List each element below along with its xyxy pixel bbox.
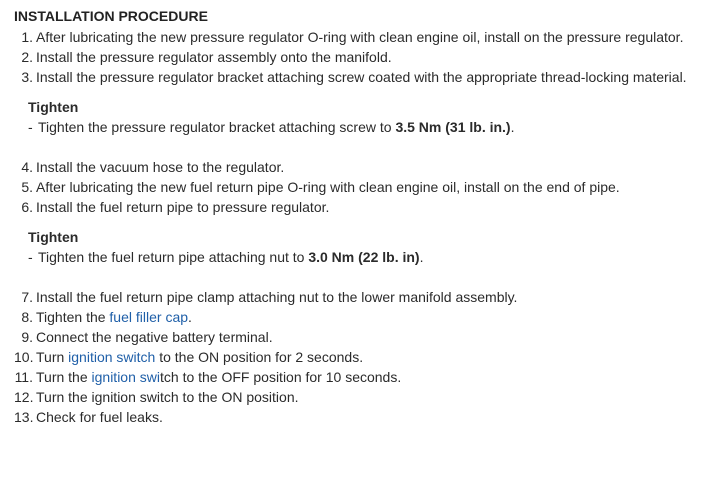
step-text: After lubricating the new fuel return pipe O-ring with clean engine oil, install on the end of pipe. bbox=[36, 179, 620, 195]
step-2 bbox=[14, 47, 710, 67]
tighten-text: Tighten the pressure regulator bracket attaching screw to bbox=[38, 119, 396, 135]
step-number: 9. bbox=[21, 329, 33, 345]
step-number: 11. bbox=[14, 369, 33, 385]
step-13 bbox=[14, 407, 710, 427]
step-text: Turn bbox=[36, 349, 69, 365]
torque-value: 3.0 Nm (22 lb. in) bbox=[308, 249, 420, 265]
step-text-end: to the ON position for 2 seconds. bbox=[155, 349, 364, 365]
step-text-end: . bbox=[188, 309, 192, 325]
step-number: 8. bbox=[21, 309, 33, 325]
tighten-spec bbox=[28, 117, 710, 137]
step-number: 7. bbox=[21, 289, 33, 305]
step-number: 12. bbox=[14, 389, 34, 405]
tighten-title: Tighten bbox=[28, 229, 79, 245]
tighten-text: Tighten the fuel return pipe attaching nut to bbox=[38, 249, 309, 265]
step-text: Turn the bbox=[36, 369, 92, 385]
step-text: Install the vacuum hose to the regulator. bbox=[36, 159, 285, 175]
tighten-end: . bbox=[419, 249, 424, 265]
step-12 bbox=[14, 387, 710, 407]
step-text: Install the pressure regulator bracket attaching screw coated with the appropriate thread-locking material. bbox=[36, 69, 687, 85]
step-text: After lubricating the new pressure regulator O-ring with clean engine oil, install on the pressure regulator. bbox=[36, 29, 684, 45]
dash-bullet: - bbox=[28, 249, 33, 265]
tighten-end: . bbox=[510, 119, 515, 135]
step-text: Connect the negative battery terminal. bbox=[36, 329, 273, 345]
step-number: 6. bbox=[21, 199, 33, 215]
step-number: 3. bbox=[21, 69, 33, 85]
step-11 bbox=[14, 367, 710, 387]
ignition-switch-link-2[interactable]: ignition swi bbox=[91, 369, 160, 385]
step-text: Turn the ignition switch to the ON position. bbox=[36, 389, 299, 405]
step-1 bbox=[14, 27, 710, 47]
torque-value: 3.5 Nm (31 lb. in.) bbox=[395, 119, 511, 135]
step-5 bbox=[14, 177, 710, 197]
step-text: Tighten the bbox=[36, 309, 110, 325]
step-8 bbox=[14, 307, 710, 327]
steps-list-3 bbox=[14, 287, 710, 427]
step-text: Install the pressure regulator assembly onto the manifold. bbox=[36, 49, 392, 65]
step-10 bbox=[14, 347, 710, 367]
step-text: Install the fuel return pipe clamp attaching nut to the lower manifold assembly. bbox=[36, 289, 518, 305]
dash-bullet: - bbox=[28, 119, 33, 135]
step-number: 1. bbox=[21, 29, 33, 45]
fuel-filler-cap-link[interactable]: fuel filler cap bbox=[109, 309, 189, 325]
ignition-switch-link[interactable]: ignition switch bbox=[68, 349, 156, 365]
step-4 bbox=[14, 157, 710, 177]
tighten-spec bbox=[28, 247, 710, 267]
steps-list-1 bbox=[14, 27, 710, 87]
tighten-block-1 bbox=[28, 97, 710, 137]
step-3 bbox=[14, 67, 710, 87]
tighten-title: Tighten bbox=[28, 99, 79, 115]
step-number: 10. bbox=[14, 349, 34, 365]
step-number: 2. bbox=[21, 49, 33, 65]
step-text: Check for fuel leaks. bbox=[36, 409, 163, 425]
section-heading: INSTALLATION PROCEDURE bbox=[14, 8, 208, 24]
steps-list-2 bbox=[14, 157, 710, 217]
tighten-block-2 bbox=[28, 227, 710, 267]
step-number: 13. bbox=[14, 409, 34, 425]
step-6 bbox=[14, 197, 710, 217]
step-9 bbox=[14, 327, 710, 347]
step-text: Install the fuel return pipe to pressure regulator. bbox=[36, 199, 330, 215]
step-number: 4. bbox=[21, 159, 33, 175]
step-7 bbox=[14, 287, 710, 307]
step-number: 5. bbox=[21, 179, 33, 195]
step-text-end: tch to the OFF position for 10 seconds. bbox=[160, 369, 402, 385]
